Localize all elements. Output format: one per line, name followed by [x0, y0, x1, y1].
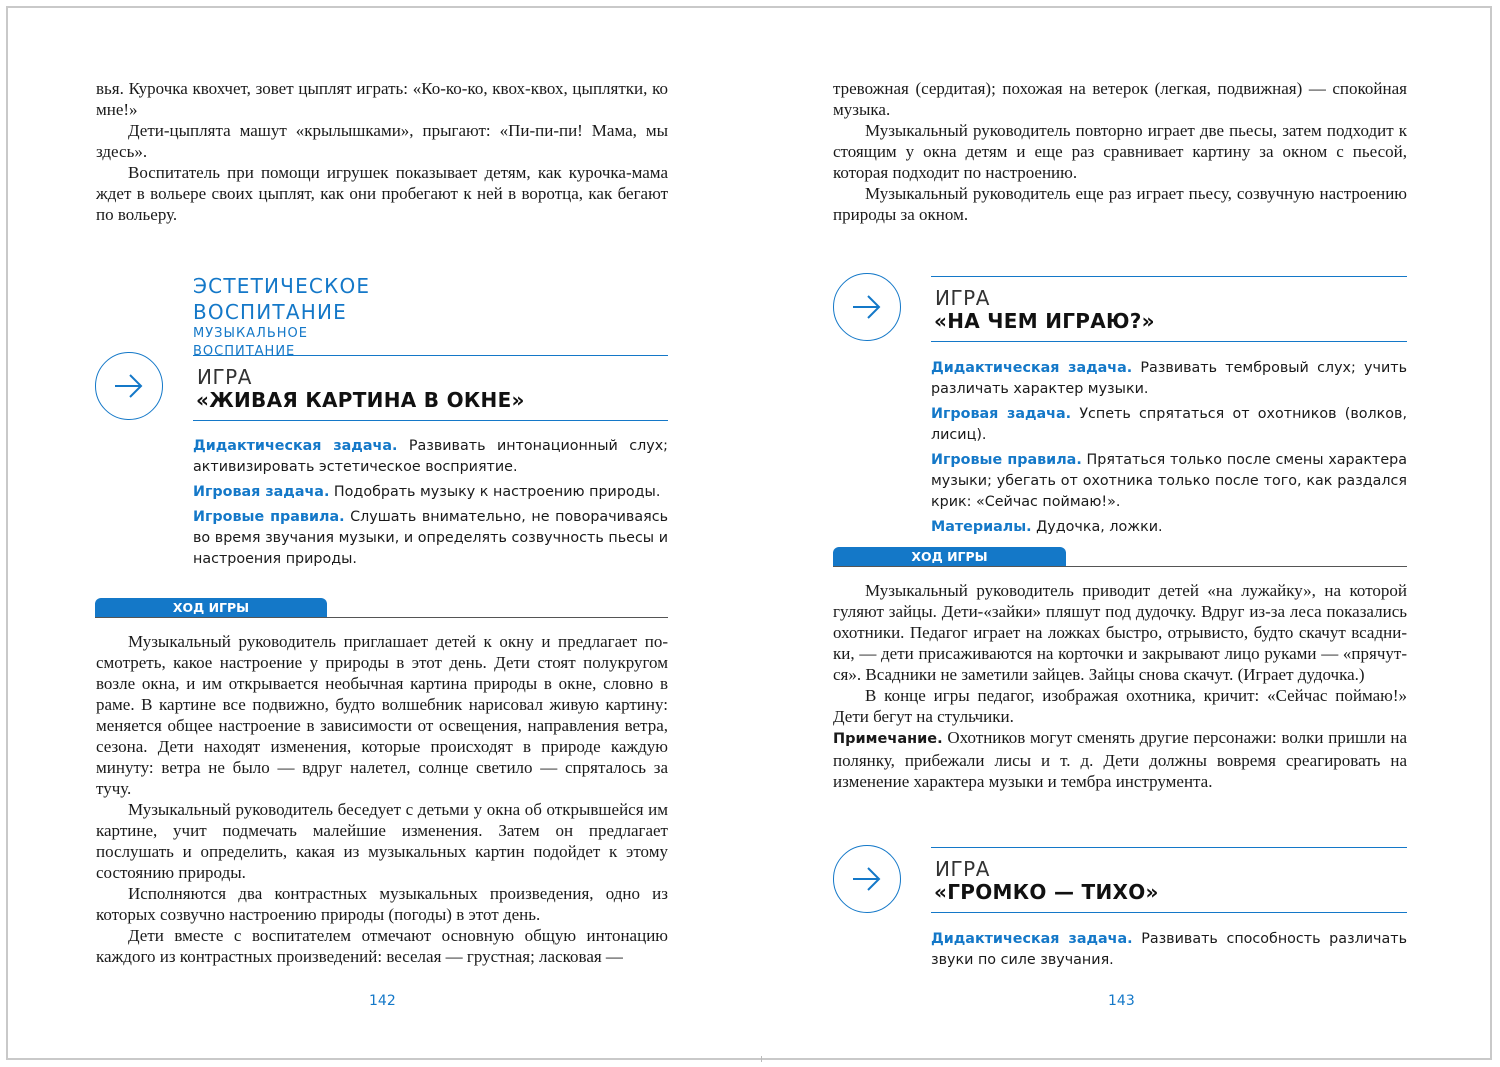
paragraph: Музыкальный руководитель еще раз играет пьесу, созвучную настроению природы за окном.: [833, 184, 1407, 224]
section-title: ЭСТЕТИЧЕСКОЕ ВОСПИТАНИЕ: [193, 274, 371, 324]
item-label: Дидактическая задача.: [931, 360, 1133, 376]
note: [833, 727, 1407, 792]
item-text: Слушать внимательно, не поворачиваясь во время звучания музыки, и определять созвучность пьесы и настроения природы.: [193, 509, 669, 567]
item-label: Дидактическая задача.: [931, 931, 1133, 947]
right-intro-text: [833, 78, 1407, 225]
item-text: Развивать способность различать звуки по силе звучания.: [931, 931, 1407, 968]
game-header: [931, 276, 1407, 342]
game-title: «ЖИВАЯ КАРТИНА В ОКНЕ»: [196, 388, 525, 412]
note-text: Охотников могут сменять другие персонажи: волки пришли на полянку, прибежали лисы и т. д. Дети должны вовремя среагировать на изменение характера музыки и тембра инструмента.: [833, 728, 1407, 791]
item-text: Развивать тембровый слух; учить различать характер музыки.: [931, 360, 1407, 397]
paragraph: тревожная (сердитая); похожая на ветерок (легкая, подвижная) — спокойная музыка.: [833, 79, 1407, 119]
game-description: [193, 436, 668, 574]
game-description: [931, 929, 1407, 975]
page-number: 143: [1108, 993, 1135, 1009]
paragraph: Дети-цыплята машут «крылышками», прыгают: «Пи-пи-пи! Мама, мы здесь».: [96, 121, 668, 161]
arrow-right-icon: [852, 866, 882, 892]
note-label: Примечание.: [833, 731, 943, 747]
game-description: [931, 358, 1407, 542]
game-item: [193, 507, 668, 570]
game-item: [931, 450, 1407, 513]
game-header: [193, 355, 668, 421]
game-item: [931, 404, 1407, 446]
section-heading: [193, 273, 370, 361]
item-text: Развивать интонационный слух; активизировать эстетическое восприятие.: [193, 438, 668, 475]
item-text: Прятаться только после смены характера музыки; убегать от охотника только после того, как раздался крик: «Сейчас поймаю!».: [931, 452, 1407, 510]
left-intro-text: [96, 78, 668, 225]
arrow-right-icon: [852, 294, 882, 320]
game-progress-header: [95, 598, 668, 618]
game-item: [931, 517, 1407, 538]
right-body-text: [833, 580, 1407, 792]
game-progress-header: [833, 547, 1407, 567]
game-header: [931, 847, 1407, 913]
game-label: ИГРА: [197, 365, 252, 389]
item-label: Материалы.: [931, 519, 1032, 535]
left-body-text: [96, 631, 668, 967]
game-item: [931, 358, 1407, 400]
item-label: Игровая задача.: [931, 406, 1072, 422]
game-arrow-badge: [95, 352, 163, 420]
game-label: ИГРА: [935, 286, 990, 310]
paragraph: Воспитатель при помощи игрушек показывает детям, как курочка-мама ждет в вольере своих цыплят, как они пробегают к ней в воротца, как бегают по вольеру.: [96, 163, 668, 224]
paragraph: вья. Курочка квохчет, зовет цыплят играть: «Ко-ко-ко, квох-квох, цыплятки, ко мне!»: [96, 79, 668, 119]
game-item: [193, 482, 668, 503]
item-label: Игровая задача.: [193, 484, 330, 500]
paragraph: Дети вместе с воспитателем отмечают основную общую интонацию каждого из контрастных произведений: веселая — грустная; ласковая —: [96, 926, 668, 966]
page-number: 142: [369, 993, 396, 1009]
item-label: Дидактическая задача.: [193, 438, 398, 454]
paragraph: В конце игры педагог, изображая охотника, кричит: «Сейчас поймаю!» Дети бегут на стульчики.: [833, 686, 1407, 726]
game-progress-tab: ХОД ИГРЫ: [95, 598, 327, 617]
paragraph: Исполняются два контрастных музыкальных произведения, одно из которых созвучно настроению природы (погоды) в этот день.: [96, 884, 668, 924]
arrow-right-icon: [114, 373, 144, 399]
item-label: Игровые правила.: [931, 452, 1082, 468]
section-subtitle: МУЗЫКАЛЬНОЕ ВОСПИТАНИЕ: [193, 326, 308, 359]
game-progress-tab: ХОД ИГРЫ: [833, 547, 1066, 566]
game-label: ИГРА: [935, 857, 990, 881]
game-title: «НА ЧЕМ ИГРАЮ?»: [934, 309, 1155, 333]
spine-mark: [761, 1056, 762, 1062]
item-label: Игровые правила.: [193, 509, 345, 525]
item-text: Подобрать музыку к настроению природы.: [329, 484, 661, 500]
item-text: Успеть спрятаться от охотников (волков, лисиц).: [931, 406, 1407, 443]
paragraph: Музыкальный руководитель беседует с детьми у окна об открывшейся им картине, учит подмечать малейшие изменения. Затем он предлагает послушать и определить, какая из музыкальных картин подойдет к этому состоянию природы.: [96, 800, 668, 882]
paragraph: Музыкальный руководитель приводит детей «на лужайку», на которой гуляют зайцы. Дети-«зайки» пляшут под дудочку. Вдруг из-за леса показались охотники. Педагог играет на ложках быстро, отрывисто, будто скачут всадники, — дети присаживаются на корточки и закрывают лицо руками — «прячутся». Всадники не заметили зайцев. Зайцы снова скачут. (Играет дудочка.): [833, 581, 1407, 684]
item-text: Дудочка, ложки.: [1031, 519, 1163, 535]
game-arrow-badge: [833, 273, 901, 341]
game-item: [931, 929, 1407, 971]
paragraph: Музыкальный руководитель повторно играет две пьесы, затем подходит к стоящим у окна детям и еще раз сравнивает картину за окном с пьесой, которая подходит по настроению.: [833, 121, 1407, 182]
paragraph: Музыкальный руководитель приглашает детей к окну и предлагает посмотреть, какое настроение у природы в этот день. Дети стоят полукругом возле окна, и им открывается необычная картина природы в окне, словно в раме. В картине все подвижно, будто волшебник нарисовал живую картину: меняется общее настроение в зависимости от освещения, направления ветра, сезона. Дети находят изменения, которые происходят в природе каждую минуту: ветра не было — вдруг налетел, солнце светило — спряталось за тучу.: [96, 632, 668, 798]
game-title: «ГРОМКО — ТИХО»: [934, 880, 1159, 904]
game-item: [193, 436, 668, 478]
game-arrow-badge: [833, 845, 901, 913]
